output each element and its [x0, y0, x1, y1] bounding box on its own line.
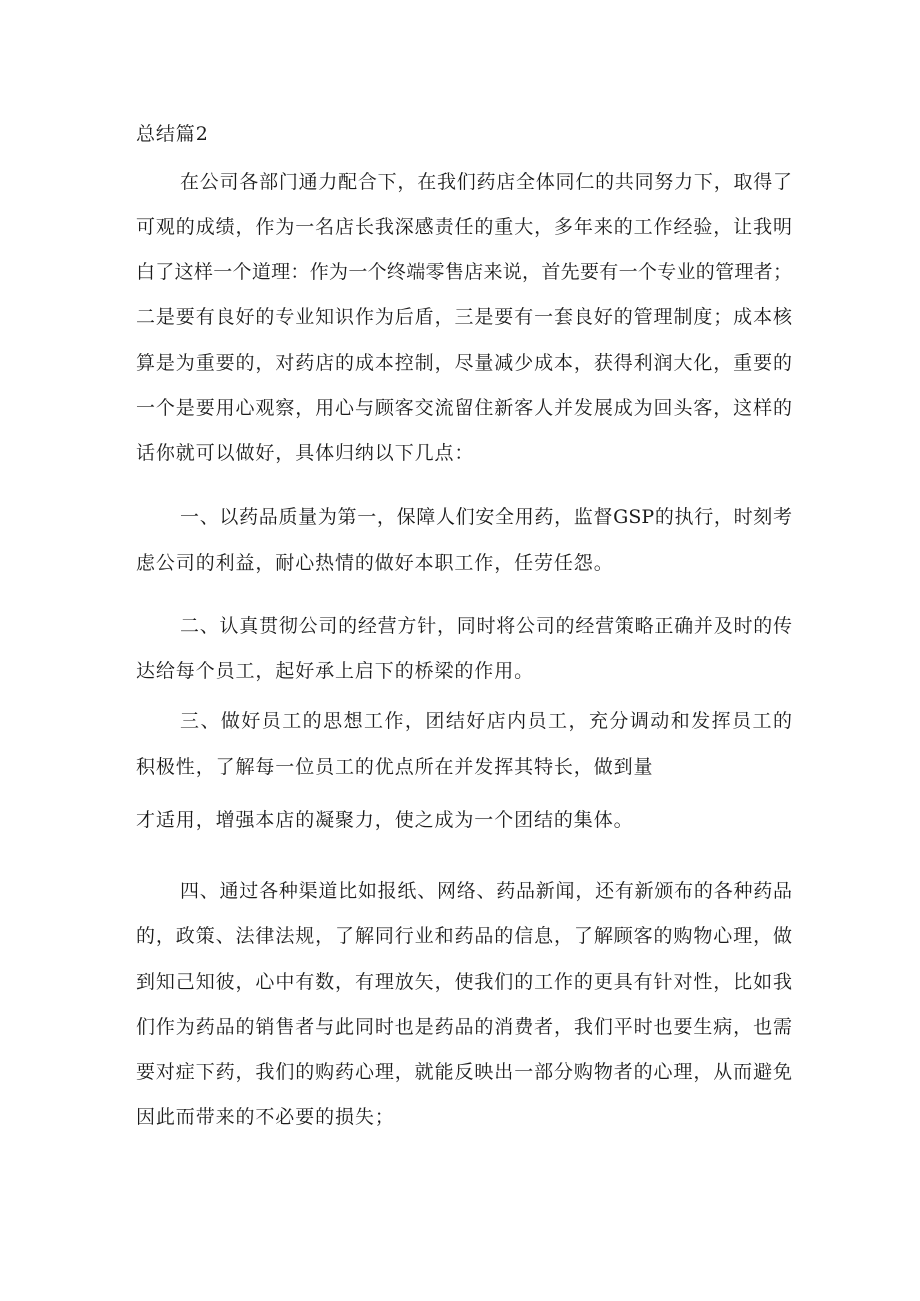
page-heading: 总结篇2 [136, 123, 209, 145]
point3-line-3: 才适用，增强本店的凝聚力，使之成为一个团结的集体。 [136, 809, 634, 831]
intro-line-3: 白了这样一个道理：作为一个终端零售店来说，首先要有一个专业的管理者； [136, 261, 792, 283]
point3-line-1: 三、做好员工的思想工作，团结好店内员工，充分调动和发挥员工的 [180, 710, 792, 732]
point4-line-2: 的，政策、法律法规，了解同行业和药品的信息，了解顾客的购物心理，做 [136, 925, 792, 947]
intro-line-1: 在公司各部门通力配合下，在我们药店全体同仁的共同努力下，取得了 [180, 171, 792, 193]
point4-line-4: 们作为药品的销售者与此同时也是药品的消费者，我们平时也要生病，也需 [136, 1016, 792, 1038]
point1-line-2: 虑公司的利益，耐心热情的做好本职工作，任劳任怨。 [136, 552, 614, 574]
intro-line-2: 可观的成绩，作为一名店长我深感责任的重大，多年来的工作经验，让我明 [136, 216, 792, 238]
intro-line-4: 二是要有良好的专业知识作为后盾，三是要有一套良好的管理制度；成本核 [136, 306, 792, 328]
point4-line-1: 四、通过各种渠道比如报纸、网络、药品新闻，还有新颁布的各种药品 [180, 880, 792, 902]
intro-line-7: 话你就可以做好，具体归纳以下几点： [136, 442, 475, 464]
point2-line-1: 二、认真贯彻公司的经营方针，同时将公司的经营策略正确并及时的传 [180, 615, 792, 637]
point2-line-2: 达给每个员工，起好承上启下的桥梁的作用。 [136, 660, 535, 682]
point4-line-3: 到知己知彼，心中有数，有理放矢，使我们的工作的更具有针对性，比如我 [136, 971, 792, 993]
point4-line-5: 要对症下药，我们的购药心理，就能反映出一部分购物者的心理，从而避免 [136, 1061, 792, 1083]
point4-line-6: 因此而带来的不必要的损失； [136, 1106, 395, 1128]
intro-line-5: 算是为重要的，对药店的成本控制，尽量减少成本，获得利润大化，重要的 [136, 352, 792, 374]
point1-line-1: 一、以药品质量为第一，保障人们安全用药，监督GSP的执行，时刻考 [180, 506, 792, 528]
point3-line-2: 积极性，了解每一位员工的优点所在并发挥其特长，做到量 [136, 756, 654, 778]
intro-line-6: 一个是要用心观察，用心与顾客交流留住新客人并发展成为回头客，这样的 [136, 397, 792, 419]
